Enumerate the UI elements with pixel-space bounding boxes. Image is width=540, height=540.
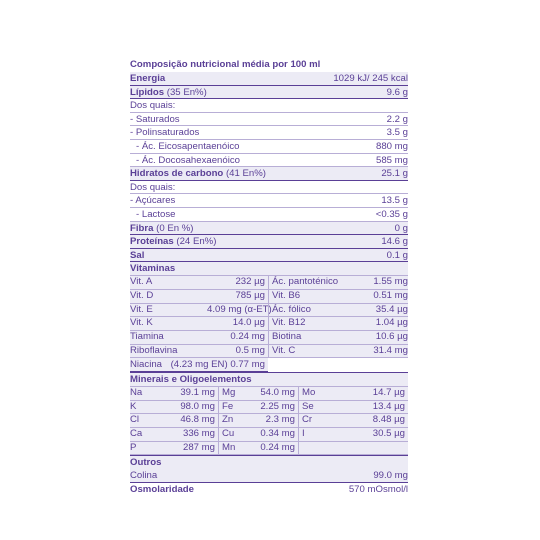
energy-row: [130, 72, 408, 86]
breakdown-label: - Lactose: [136, 208, 176, 220]
vitamin-value: 0.51 mg: [338, 290, 408, 304]
lipids-label: Lípidos: [130, 86, 165, 98]
mineral-symbol: P: [130, 442, 163, 456]
vitamin-value: 14.0 µg: [207, 317, 268, 331]
breakdown-row: [130, 181, 408, 195]
mineral-value: 54.0 mg: [246, 387, 298, 401]
mineral-symbol: Zn: [218, 414, 246, 428]
breakdown-row: [130, 126, 408, 140]
breakdown-label: Dos quais:: [130, 181, 176, 193]
vitamin-value: 1.55 mg: [338, 276, 408, 290]
breakdown-label: - Açúcares: [130, 195, 176, 207]
colina-value: 99.0 mg: [373, 470, 408, 482]
breakdown-label: - Saturados: [130, 113, 180, 125]
breakdown-label: - Polinsaturados: [130, 127, 200, 139]
mineral-symbol: Mo: [298, 387, 325, 401]
vitamins-title: Vitaminas: [130, 262, 408, 276]
mineral-value: 336 mg: [163, 428, 218, 442]
mineral-value: [325, 442, 408, 456]
mineral-value: 8.48 µg: [325, 414, 408, 428]
lipids-breakdown: [130, 99, 408, 167]
mineral-symbol: Se: [298, 401, 325, 415]
mineral-symbol: K: [130, 401, 163, 415]
vitamins-grid: [130, 276, 408, 358]
vitamin-value: 232 µg: [207, 276, 268, 290]
carbs-label: Hidratos de carbono: [130, 168, 224, 180]
protein-label: Proteínas: [130, 236, 174, 248]
breakdown-row: [130, 208, 408, 222]
breakdown-row: [130, 194, 408, 208]
vitamin-name: Vit. B6: [268, 290, 338, 304]
mineral-value: 14.7 µg: [325, 387, 408, 401]
mineral-value: 39.1 mg: [163, 387, 218, 401]
breakdown-row: [130, 154, 408, 168]
mineral-symbol: Ca: [130, 428, 163, 442]
salt-row: [130, 249, 408, 263]
niacin-value: (4.23 mg EN) 0.77 mg: [170, 359, 265, 371]
niacin-row: [130, 358, 268, 372]
vitamin-value: 0.24 mg: [207, 331, 268, 345]
carbs-value: 25.1 g: [381, 168, 408, 180]
mineral-symbol: Na: [130, 387, 163, 401]
protein-row: [130, 235, 408, 249]
breakdown-value: 3.5 g: [386, 127, 408, 139]
fibre-sub: (0 En %): [156, 222, 194, 234]
mineral-value: 0.34 mg: [246, 428, 298, 442]
vitamin-name: Vit. A: [130, 276, 207, 290]
mineral-value: 2.3 mg: [246, 414, 298, 428]
vitamin-name: Biotina: [268, 331, 338, 345]
colina-row: [130, 469, 408, 483]
carbs-breakdown: [130, 181, 408, 222]
breakdown-value: 585 mg: [376, 154, 408, 166]
breakdown-label: - Ác. Eicosapentaenóico: [136, 140, 240, 152]
osmolarity-label: Osmolaridade: [130, 484, 194, 496]
mineral-value: 13.4 µg: [325, 401, 408, 415]
mineral-symbol: Cl: [130, 414, 163, 428]
vitamin-name: Vit. K: [130, 317, 207, 331]
salt-value: 0.1 g: [386, 249, 408, 261]
salt-label: Sal: [130, 249, 145, 261]
osmolarity-value: 570 mOsmol/l: [348, 484, 408, 496]
breakdown-value: 880 mg: [376, 140, 408, 152]
vitamin-value: 1.04 µg: [338, 317, 408, 331]
breakdown-label: Dos quais:: [130, 100, 176, 112]
mineral-symbol: I: [298, 428, 325, 442]
fibre-row: [130, 222, 408, 236]
vitamin-name: Vit. E: [130, 304, 207, 318]
mineral-symbol: Cu: [218, 428, 246, 442]
protein-value: 14.6 g: [381, 236, 408, 248]
lipids-value: 9.6 g: [386, 86, 408, 98]
minerals-grid: [130, 387, 408, 455]
lipids-row: [130, 86, 408, 100]
mineral-value: 287 mg: [163, 442, 218, 456]
vitamin-name: Ác. pantoténico: [268, 276, 338, 290]
mineral-value: 46.8 mg: [163, 414, 218, 428]
protein-sub: (24 En%): [176, 236, 217, 248]
vitamin-value: 10.6 µg: [338, 331, 408, 345]
nutrition-table: [130, 58, 408, 496]
mineral-symbol: Cr: [298, 414, 325, 428]
vitamin-name: Tiamina: [130, 331, 207, 345]
vitamin-value: 785 µg: [207, 290, 268, 304]
breakdown-row: [130, 99, 408, 113]
mineral-value: 30.5 µg: [325, 428, 408, 442]
breakdown-row: [130, 140, 408, 154]
vitamin-value: 31.4 mg: [338, 345, 408, 359]
breakdown-row: [130, 113, 408, 127]
vitamin-name: Vit. C: [268, 345, 338, 359]
energy-label: Energia: [130, 73, 166, 84]
vitamin-value: 0.5 mg: [207, 345, 268, 359]
carbs-row: [130, 167, 408, 181]
mineral-symbol: [298, 442, 325, 456]
osmolarity-row: [130, 483, 408, 496]
mineral-value: 0.24 mg: [246, 442, 298, 456]
breakdown-value: 2.2 g: [386, 113, 408, 125]
mineral-value: 98.0 mg: [163, 401, 218, 415]
mineral-symbol: Mg: [218, 387, 246, 401]
breakdown-value: <0.35 g: [375, 208, 408, 220]
carbs-sub: (41 En%): [225, 168, 266, 180]
lipids-sub: (35 En%): [166, 86, 207, 98]
vitamin-value: 4.09 mg (α-ET): [207, 304, 268, 318]
mineral-symbol: Fe: [218, 401, 246, 415]
niacin-label: Niacina: [130, 359, 162, 371]
mineral-value: 2.25 mg: [246, 401, 298, 415]
minerals-title: Minerais e Oligoelementos: [130, 373, 408, 387]
vitamin-name: Vit. D: [130, 290, 207, 304]
vitamin-name: Ác. fólico: [268, 304, 338, 318]
table-title: Composição nutricional média por 100 ml: [130, 59, 321, 70]
energy-value: 1029 kJ/ 245 kcal: [333, 73, 408, 84]
fibre-label: Fibra: [130, 222, 154, 234]
colina-label: Colina: [130, 470, 158, 482]
breakdown-value: 13.5 g: [381, 195, 408, 207]
vitamin-value: 35.4 µg: [338, 304, 408, 318]
others-title: Outros: [130, 456, 408, 469]
fibre-value: 0 g: [394, 222, 408, 234]
vitamin-name: Vit. B12: [268, 317, 338, 331]
mineral-symbol: Mn: [218, 442, 246, 456]
breakdown-label: - Ác. Docosahexaenóico: [136, 154, 240, 166]
vitamin-name: Riboflavina: [130, 345, 207, 359]
